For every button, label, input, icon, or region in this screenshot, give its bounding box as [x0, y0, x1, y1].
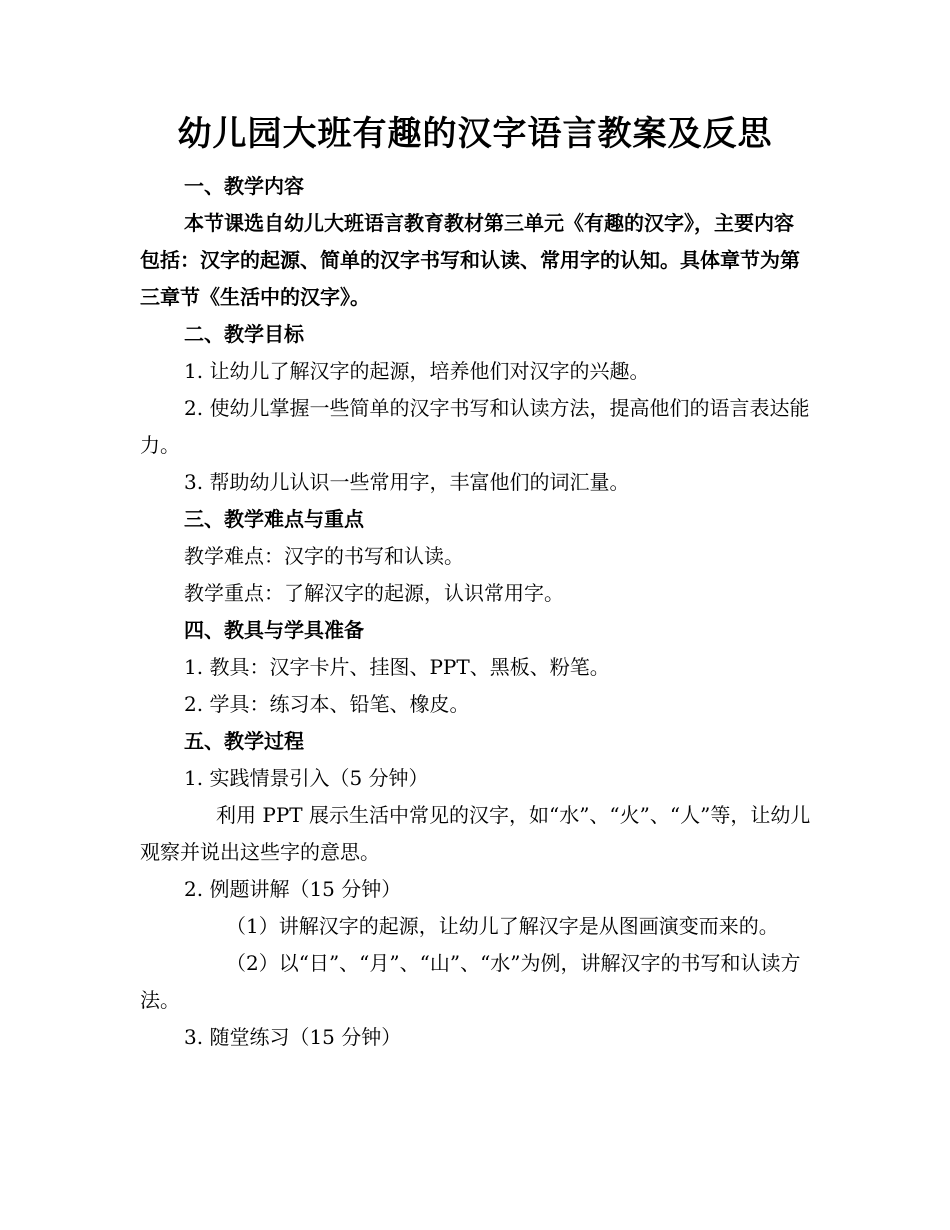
process-step: 2. 例题讲解（15 分钟） — [184, 877, 402, 901]
section-heading-materials: 四、教具与学具准备 — [184, 618, 364, 642]
section-heading-process: 五、教学过程 — [184, 729, 304, 753]
materials-item: 1. 教具：汉字卡片、挂图、PPT、黑板、粉笔。 — [184, 655, 610, 679]
document-body — [140, 168, 812, 1056]
objective-item: 2. 使幼儿掌握一些简单的汉字书写和认读方法，提高他们的语言表达能力。 — [140, 396, 810, 457]
process-substep: （2）以“日”、“月”、“山”、“水”为例，讲解汉字的书写和认读方法。 — [140, 951, 801, 1012]
materials-item: 2. 学具：练习本、铅笔、橡皮。 — [184, 692, 470, 716]
content-paragraph: 本节课选自幼儿大班语言教育教材第三单元《有趣的汉字》，主要内容包括：汉字的起源、简单的汉字书写和认读、常用字的认知。具体章节为第三章节《生活中的汉字》。 — [140, 211, 800, 309]
document-title: 幼儿园大班有趣的汉字语言教案及反思 — [177, 114, 773, 154]
process-substep: （1）讲解汉字的起源，让幼儿了解汉字是从图画演变而来的。 — [226, 914, 779, 938]
objective-item: 1. 让幼儿了解汉字的起源，培养他们对汉字的兴趣。 — [184, 359, 650, 383]
process-step: 1. 实践情景引入（5 分钟） — [184, 766, 429, 790]
section-heading-key-points: 三、教学难点与重点 — [184, 507, 364, 531]
difficulty-text: 教学难点：汉字的书写和认读。 — [184, 544, 464, 568]
objective-item: 3. 帮助幼儿认识一些常用字，丰富他们的词汇量。 — [184, 470, 630, 494]
section-heading-objectives: 二、教学目标 — [184, 322, 304, 346]
process-step: 3. 随堂练习（15 分钟） — [184, 1025, 402, 1049]
section-heading-content: 一、教学内容 — [184, 174, 304, 198]
process-step-text: 利用 PPT 展示生活中常见的汉字，如“水”、“火”、“人”等，让幼儿观察并说出这些字的意思。 — [140, 803, 811, 864]
key-point-text: 教学重点：了解汉字的起源，认识常用字。 — [184, 581, 564, 605]
